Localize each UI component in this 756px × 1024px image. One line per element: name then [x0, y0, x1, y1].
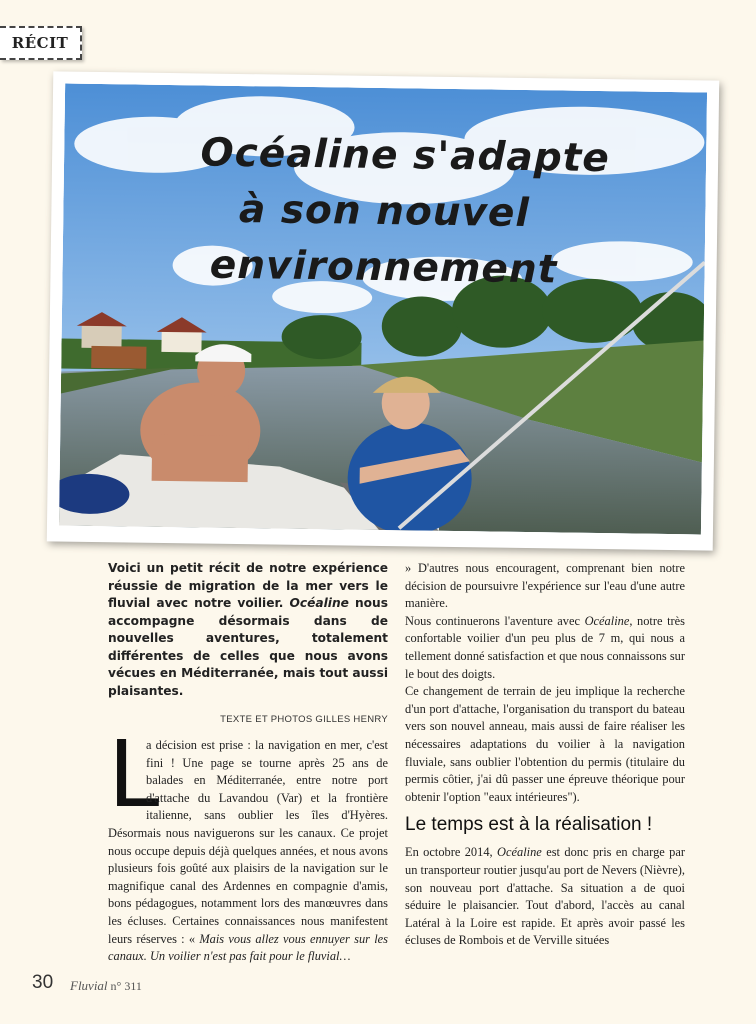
- paragraph-4-boat-name: Océaline: [497, 845, 542, 860]
- magazine-footer: [70, 978, 142, 994]
- drop-cap: L: [108, 721, 160, 828]
- body-paragraph-4: [405, 844, 685, 950]
- paragraph-1-end: » D'autres nous encouragent, comprenant bien notre décision de poursuivre l'expérience sur l'eau d'une autre manière.: [405, 561, 685, 611]
- intro-text-end: nous accompagne désormais dans de nouvelles aventures, totalement différentes de celles que nous avons vécues en Méditerranée, mais tout aussi plaisantes.: [108, 596, 388, 698]
- issue-number: n° 311: [110, 979, 142, 993]
- body-paragraph-1: [108, 721, 388, 966]
- author-credit: TEXTE ET PHOTOS GILLES HENRY: [220, 714, 388, 725]
- body-paragraph-2: [405, 613, 685, 683]
- paragraph-4-end: est donc pris en charge par un transporteur routier jusqu'au port de Nevers (Nièvre), son nouveau port d'attache. Sa situation a de quoi séduire le plaisancier. Tout d'abord, l'accès au canal Latéral à la Loire est rapide. Et après avoir passé les écluses de Rombois et de Verville situées: [405, 845, 685, 948]
- headline-line-1: Océaline s'adapte: [200, 130, 611, 182]
- paragraph-2-boat-name: Océaline: [584, 613, 630, 628]
- canal-photo: [59, 84, 707, 535]
- right-column: [405, 560, 685, 950]
- body-paragraph-3: Ce changement de terrain de jeu implique la recherche d'un port d'attache, l'organisation du transport du bateau vers son nouvel anneau, mais aussi de faire réaliser les nécessaires adaptations du voilier à la navigation fluviale, sans oublier l'obtention du permis (titulaire du permis côtier, j'ai dû passer une épreuve théorique pour obtenir l'option "eaux intérieures").: [405, 684, 685, 804]
- left-column: [108, 560, 388, 966]
- page-number: 30: [32, 972, 54, 993]
- paragraph-4-start: En octobre 2014,: [405, 845, 498, 860]
- article-headline: [62, 124, 706, 301]
- intro-paragraph: [108, 560, 388, 700]
- paragraph-1-text: a décision est prise : la navigation en mer, c'est fini ! Une page se tourne après 25 ans de balades en Méditerranée, entre notre port d'attache du Lavandou (Var) et la frontière italienne, sans oublier les îles d'Hyères. Désormais nous naviguerons sur les canaux. Ce projet nous occupe depuis déjà quelques années, et nous avons plusieurs fois goûté aux plaisirs de la navigation sur le magnifique canal des Ardennes en compagnie d'amis, bons pédagogues, notamment lors des manœuvres dans les écluses. Certaines connaissances nous manifestent leurs réserves : «: [108, 738, 388, 946]
- photo-frame: [47, 71, 719, 550]
- magazine-name: Fluvial: [70, 978, 108, 993]
- body-paragraph-1-continued: [405, 560, 685, 613]
- intro-boat-name: Océaline: [289, 596, 349, 610]
- headline-line-2: à son nouvel environnement: [209, 186, 558, 293]
- paragraph-2-start: Nous continuerons l'aventure avec: [405, 613, 585, 628]
- quoted-remark: Mais vous allez vous ennuyer sur les canaux. Un voilier n'est pas fait pour le fluvial…: [108, 931, 388, 964]
- section-tag: RÉCIT: [0, 26, 82, 60]
- intro-text-start: Voici un petit récit de notre expérience réussie de migration de la mer vers le fluvial avec notre voilier.: [108, 561, 388, 610]
- paragraph-2-end: , notre très confortable voilier d'un peu plus de 7 m, qui nous a tellement donné satisfaction et que nous connaissons sur le bout des doigts.: [405, 613, 685, 681]
- section-subheading: Le temps est à la réalisation !: [405, 814, 653, 836]
